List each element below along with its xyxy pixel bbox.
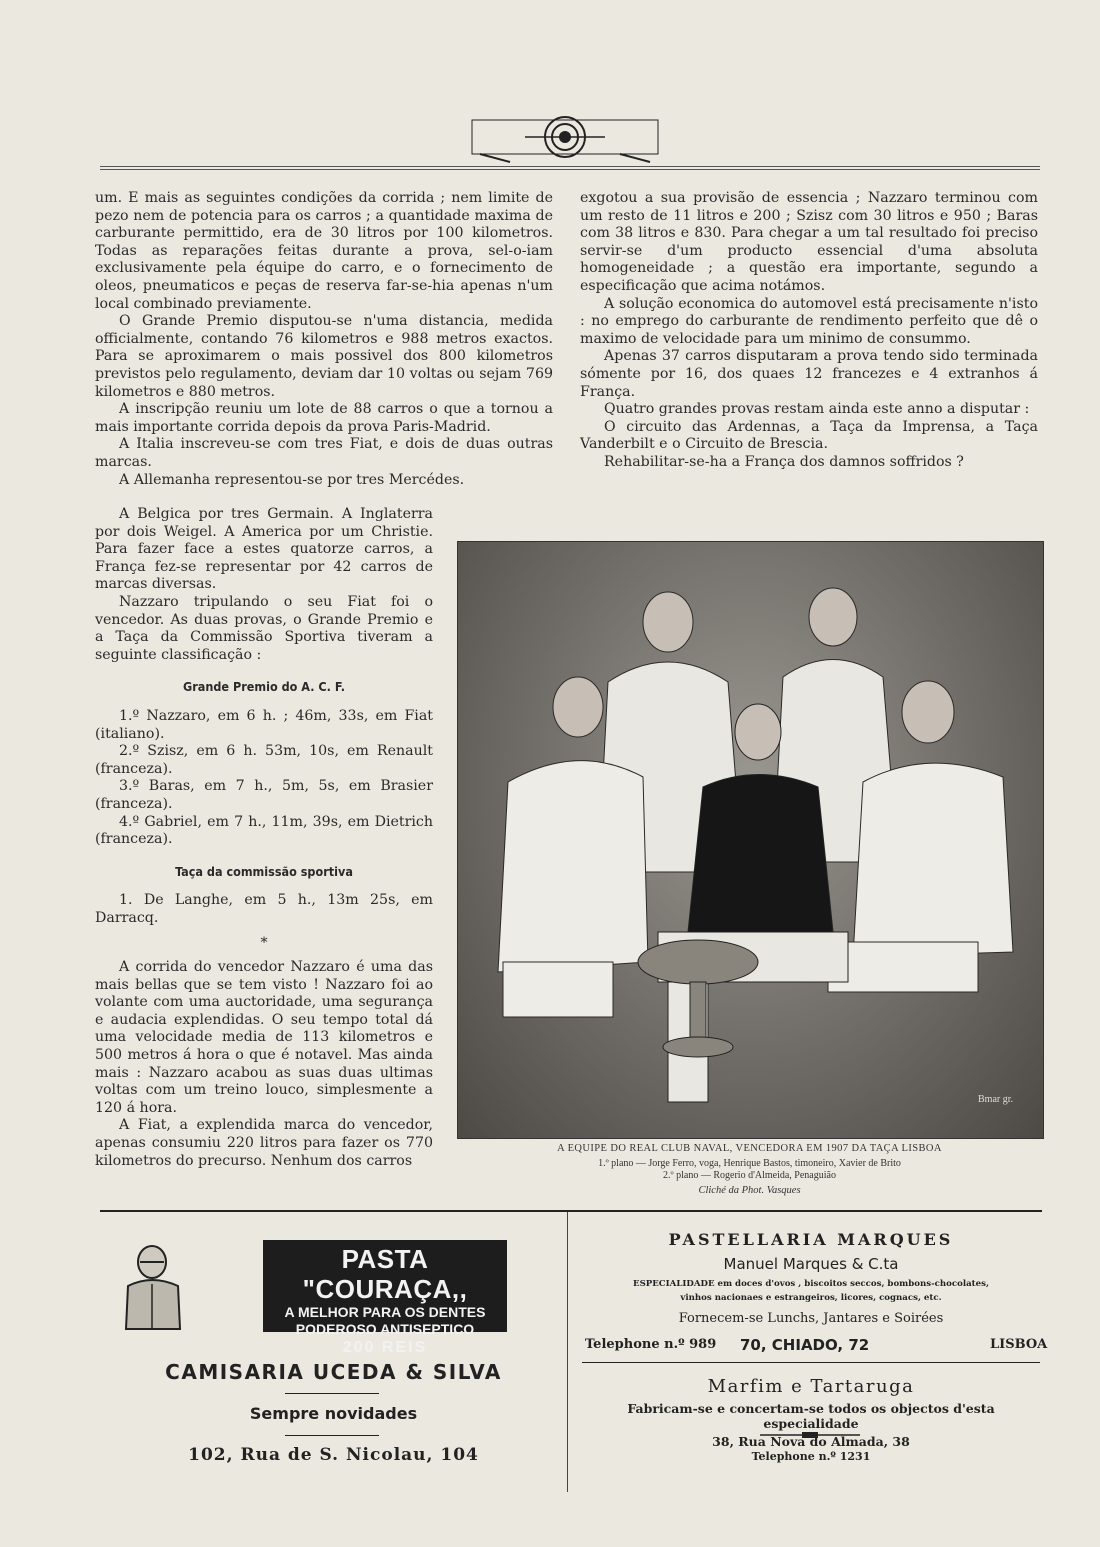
shop-slogan: Sempre novidades bbox=[249, 1404, 418, 1423]
paragraph: A solução economica do automovel está precisamente n'isto : no emprego do carburante de rendimento perfeito que dê o maximo de velocidade para um minimo de consummo. bbox=[580, 295, 1038, 347]
section-star: * bbox=[260, 935, 268, 952]
photo-caption-line2: 2.º plano — Rogerio d'Almeida, Penaguião bbox=[663, 1170, 836, 1181]
ads-divider bbox=[567, 1212, 568, 1492]
result-line: 2.º Szisz, em 6 h. 53m, 10s, em Renault (franceza). bbox=[95, 743, 433, 777]
header-rule-2 bbox=[100, 169, 1040, 170]
pasta-line: PODEROSO ANTISEPTICO bbox=[295, 1321, 475, 1337]
engraver-mark: Bmar gr. bbox=[978, 1094, 1013, 1105]
results-heading: Taça da commissão sportiva bbox=[175, 863, 353, 879]
paragraph: um. E mais as seguintes condições da corrida ; nem limite de pezo nem de potencia para os carros ; a quantidade maxima de carburante permittido, era de 30 litros por 100 kilometros. Todas as reparações feitas durante a prova, sel-o-iam exclusivamente pela équipe do carro, e o fornecimento de oleos, pneumaticos e peças de reserva far-se-hia apenas n'um local combinado previamente. bbox=[95, 190, 553, 312]
ivory-ornament bbox=[760, 1423, 860, 1429]
ivory-title: Marfim e Tartaruga bbox=[707, 1376, 915, 1397]
paragraph: Rehabilitar-se-ha a França dos damnos soffridos ? bbox=[604, 453, 964, 470]
pasta-price: 200 REIS bbox=[342, 1339, 428, 1356]
pastry-specialties: ESPECIALIDADE em doces d'ovos , biscoitos seccos, bombons-chocolates, bbox=[633, 1279, 989, 1289]
result-line: 1. De Langhe, em 5 h., 13m 25s, em Darracq. bbox=[95, 892, 433, 926]
left-column-narrow bbox=[95, 506, 433, 1170]
pastry-specialties-2: vinhos nacionaes e estrangeiros, licores, cognacs, etc. bbox=[680, 1293, 942, 1303]
shop-rule bbox=[285, 1393, 379, 1394]
shop-address: 102, Rua de S. Nicolau, 104 bbox=[188, 1445, 479, 1465]
paragraph: Apenas 37 carros disputaram a prova tendo sido terminada sómente por 16, dos quaes 12 francezes e 4 extranhos á França. bbox=[580, 348, 1038, 400]
armor-icon bbox=[120, 1244, 190, 1332]
paragraph: Quatro grandes provas restam ainda este anno a disputar : bbox=[604, 401, 1030, 418]
ivory-subtitle: Fabricam-se e concertam-se todos os objectos d'esta especialidade bbox=[627, 1401, 995, 1431]
photo-caption: A EQUIPE DO REAL CLUB NAVAL, VENCEDORA EM 1907 DA TAÇA LISBOA bbox=[557, 1143, 942, 1154]
ads-rule bbox=[100, 1210, 1042, 1212]
ivory-address: 38, Rua Nova do Almada, 38 bbox=[712, 1434, 910, 1449]
paragraph: O circuito das Ardennas, a Taça da Imprensa, a Taça Vanderbilt e o Circuito de Brescia. bbox=[580, 418, 1038, 453]
pastry-name: PASTELLARIA MARQUES bbox=[668, 1230, 954, 1249]
paragraph: A inscripção reuniu um lote de 88 carros o que a tornou a mais importante corrida depois da prova Paris-Madrid. bbox=[95, 401, 553, 435]
results-heading: Grande Premio do A. C. F. bbox=[183, 679, 345, 695]
paragraph: A Allemanha representou-se por tres Mercédes. bbox=[119, 471, 465, 488]
pastry-service: Fornecem-se Lunchs, Jantares e Soirées bbox=[678, 1311, 944, 1326]
pasta-title: PASTA "COURAÇA,, bbox=[302, 1244, 468, 1304]
pastry-owner: Manuel Marques & C.ta bbox=[723, 1255, 899, 1273]
result-line: 1.º Nazzaro, em 6 h. ; 46m, 33s, em Fiat (italiano). bbox=[95, 707, 433, 742]
result-line: 3.º Baras, em 7 h., 5m, 5s, em Brasier (franceza). bbox=[95, 778, 433, 812]
pastry-address: 70, CHIADO, 72 bbox=[740, 1336, 870, 1354]
header-rule bbox=[100, 166, 1040, 167]
team-figures bbox=[458, 542, 1043, 1138]
team-photograph bbox=[457, 541, 1044, 1139]
paragraph: O Grande Premio disputou-se n'uma distancia, medida officialmente, contando 76 kilometros e 988 metros exactos. Para se aproximarem o mais possivel dos 800 kilometros previstos pelo regulamento, deviam dar 10 voltas ou sejam 769 kilometros e 880 metros. bbox=[95, 313, 553, 400]
paragraph: exgotou a sua provisão de essencia ; Nazzaro terminou com um resto de 11 litros e 200 ; Szisz com 30 litros e 950 ; Baras com 38 litros e 830. Para chegar a um tal resultado foi preciso servir-se d'um producto essencial d'uma absoluta homogeneidade ; a questão era importante, segundo a especificação que acima notámos. bbox=[580, 190, 1038, 294]
left-column bbox=[95, 190, 553, 489]
paragraph: A Fiat, a explendida marca do vencedor, apenas consumiu 220 litros para fazer os 770 kilometros do precurso. Nenhum dos carros bbox=[95, 1117, 433, 1169]
pasta-line: A MELHOR PARA OS DENTES bbox=[284, 1304, 486, 1320]
knight-illustration bbox=[120, 1244, 190, 1332]
paragraph: A corrida do vencedor Nazzaro é uma das mais bellas que se tem visto ! Nazzaro foi ao volante com uma auctoridade, uma segurança e audacia explendidas. O seu tempo total dá uma velocidade media de 113 kilometros e 500 metros á hora o que é notavel. Mas ainda mais : Nazzaro acabou as suas duas ultimas voltas com um treino louco, simplesmente a 120 á hora. bbox=[95, 959, 433, 1116]
shop-name: CAMISARIA UCEDA & SILVA bbox=[165, 1360, 502, 1384]
photo-caption-line1: 1.º plano — Jorge Ferro, voga, Henrique Bastos, timoneiro, Xavier de Brito bbox=[598, 1158, 901, 1169]
pastry-phone: Telephone n.º 989 bbox=[585, 1337, 717, 1352]
right-column bbox=[580, 190, 1038, 472]
photo-credit: Cliché da Phot. Vasques bbox=[698, 1185, 801, 1196]
paragraph: Nazzaro tripulando o seu Fiat foi o vencedor. As duas provas, o Grande Premio e a Taça da Commissão Sportiva tiveram a seguinte classificação : bbox=[95, 593, 433, 663]
shop-rule-2 bbox=[285, 1435, 379, 1436]
pastry-city: LISBOA bbox=[990, 1337, 1048, 1352]
pastry-rule bbox=[582, 1362, 1040, 1363]
ivory-phone: Telephone n.º 1231 bbox=[751, 1450, 871, 1463]
pasta-ad-box bbox=[263, 1240, 507, 1356]
paragraph: A Italia inscreveu-se com tres Fiat, e dois de duas outras marcas. bbox=[95, 436, 553, 470]
paragraph: A Belgica por tres Germain. A Inglaterra por dois Weigel. A America por um Christie. Para fazer face a estes quatorze carros, a França fez-se representar por 42 carros de marcas diversas. bbox=[95, 506, 433, 593]
result-line: 4.º Gabriel, em 7 h., 11m, 39s, em Dietrich (franceza). bbox=[95, 813, 433, 848]
